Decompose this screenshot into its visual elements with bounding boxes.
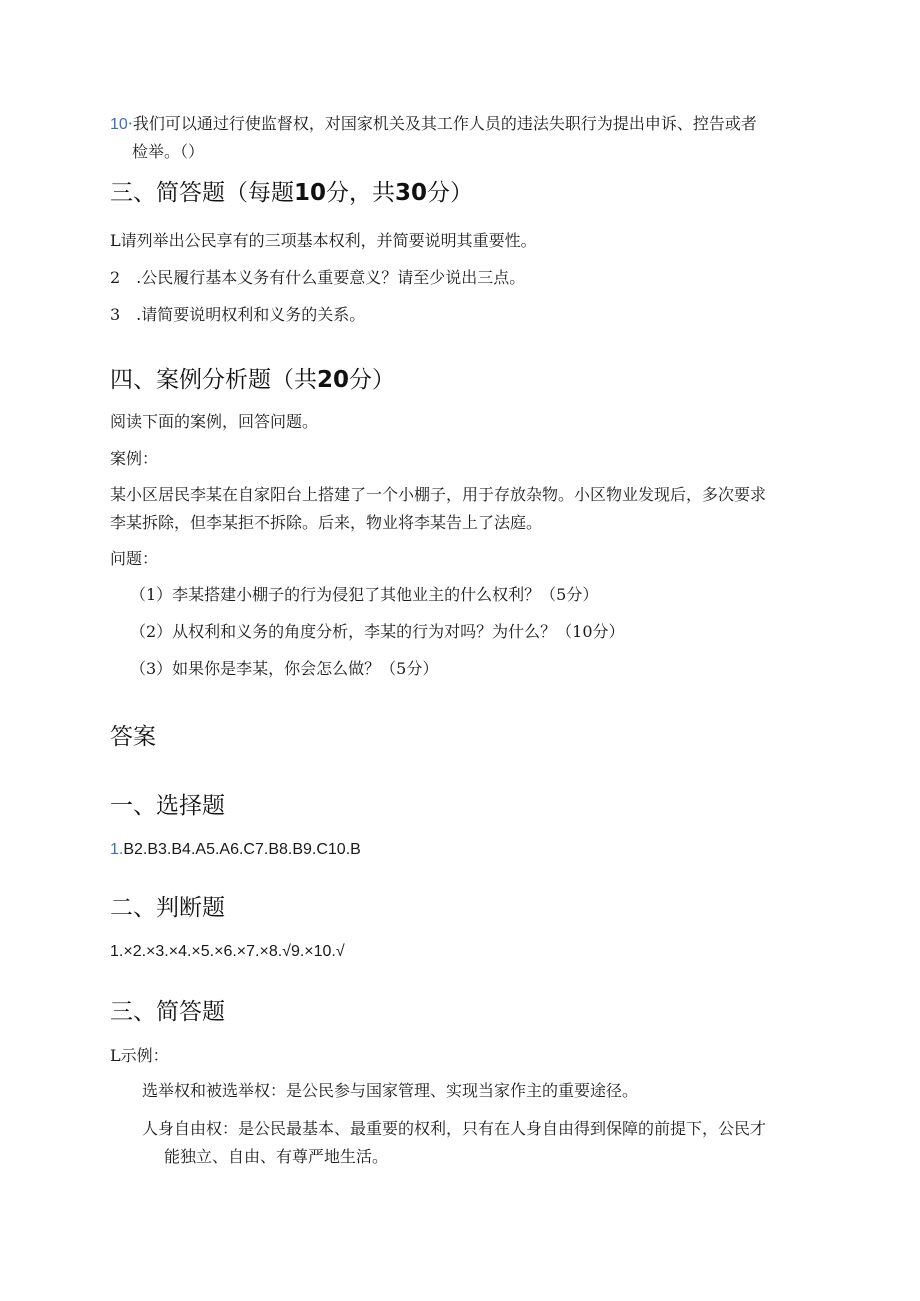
answers-short-heading: 三、简答题 (110, 999, 225, 1025)
answers-choice-heading: 一、选择题 (110, 793, 225, 819)
answers-example-2-line-2: 能独立、自由、有尊严地生活。 (164, 1147, 389, 1166)
answers-example-label: L示例： (110, 1046, 169, 1065)
case-question-2: （2）从权利和义务的角度分析，李某的行为对吗？为什么？（10分） (130, 622, 625, 641)
question-10-line-1: 10·我们可以通过行使监督权，对国家机关及其工作人员的违法失职行为提出申诉、控告或者 (110, 114, 757, 133)
question-10-text: 我们可以通过行使监督权，对国家机关及其工作人员的违法失职行为提出申诉、控告或者 (132, 114, 757, 133)
case-question-1: （1）李某搭建小棚子的行为侵犯了其他业主的什么权利？（5分） (130, 585, 599, 604)
short-question-2: 2 .公民履行基本义务有什么重要意义？请至少说出三点。 (110, 268, 526, 287)
answers-choice-list: 1.B2.B3.B4.A5.A6.C7.B8.B9.C10.B (110, 841, 361, 858)
answers-judge-heading: 二、判断题 (110, 895, 225, 921)
short-question-3: 3 .请简要说明权利和义务的关系。 (110, 305, 366, 324)
case-text-line-1: 某小区居民李某在自家阳台上搭建了一个小棚子，用于存放杂物。小区物业发现后，多次要求 (110, 485, 767, 504)
questions-label: 问题： (110, 549, 159, 568)
answers-title: 答案 (110, 724, 156, 750)
question-10-line-2: 检举。（） (132, 142, 205, 161)
short-question-1: L请列举出公民享有的三项基本权利，并简要说明其重要性。 (110, 231, 537, 250)
section-4-heading: 四、案例分析题（共20分） (110, 367, 396, 393)
answers-example-2-line-1: 人身自由权：是公民最基本、最重要的权利，只有在人身自由得到保障的前提下，公民才 (142, 1119, 767, 1138)
case-question-3: （3）如果你是李某，你会怎么做？（5分） (130, 659, 439, 678)
case-intro: 阅读下面的案例，回答问题。 (110, 412, 319, 431)
section-3-heading: 三、简答题（每题10分，共30分） (110, 180, 474, 206)
answers-example-1: 选举权和被选举权：是公民参与国家管理、实现当家作主的重要途径。 (142, 1081, 639, 1100)
answers-judge-list: 1.×2.×3.×4.×5.×6.×7.×8.√9.×10.√ (110, 943, 345, 960)
case-label: 案例： (110, 449, 159, 468)
case-text-line-2: 李某拆除，但李某拒不拆除。后来，物业将李某告上了法庭。 (110, 513, 543, 532)
question-10-number: 10 (110, 116, 128, 133)
